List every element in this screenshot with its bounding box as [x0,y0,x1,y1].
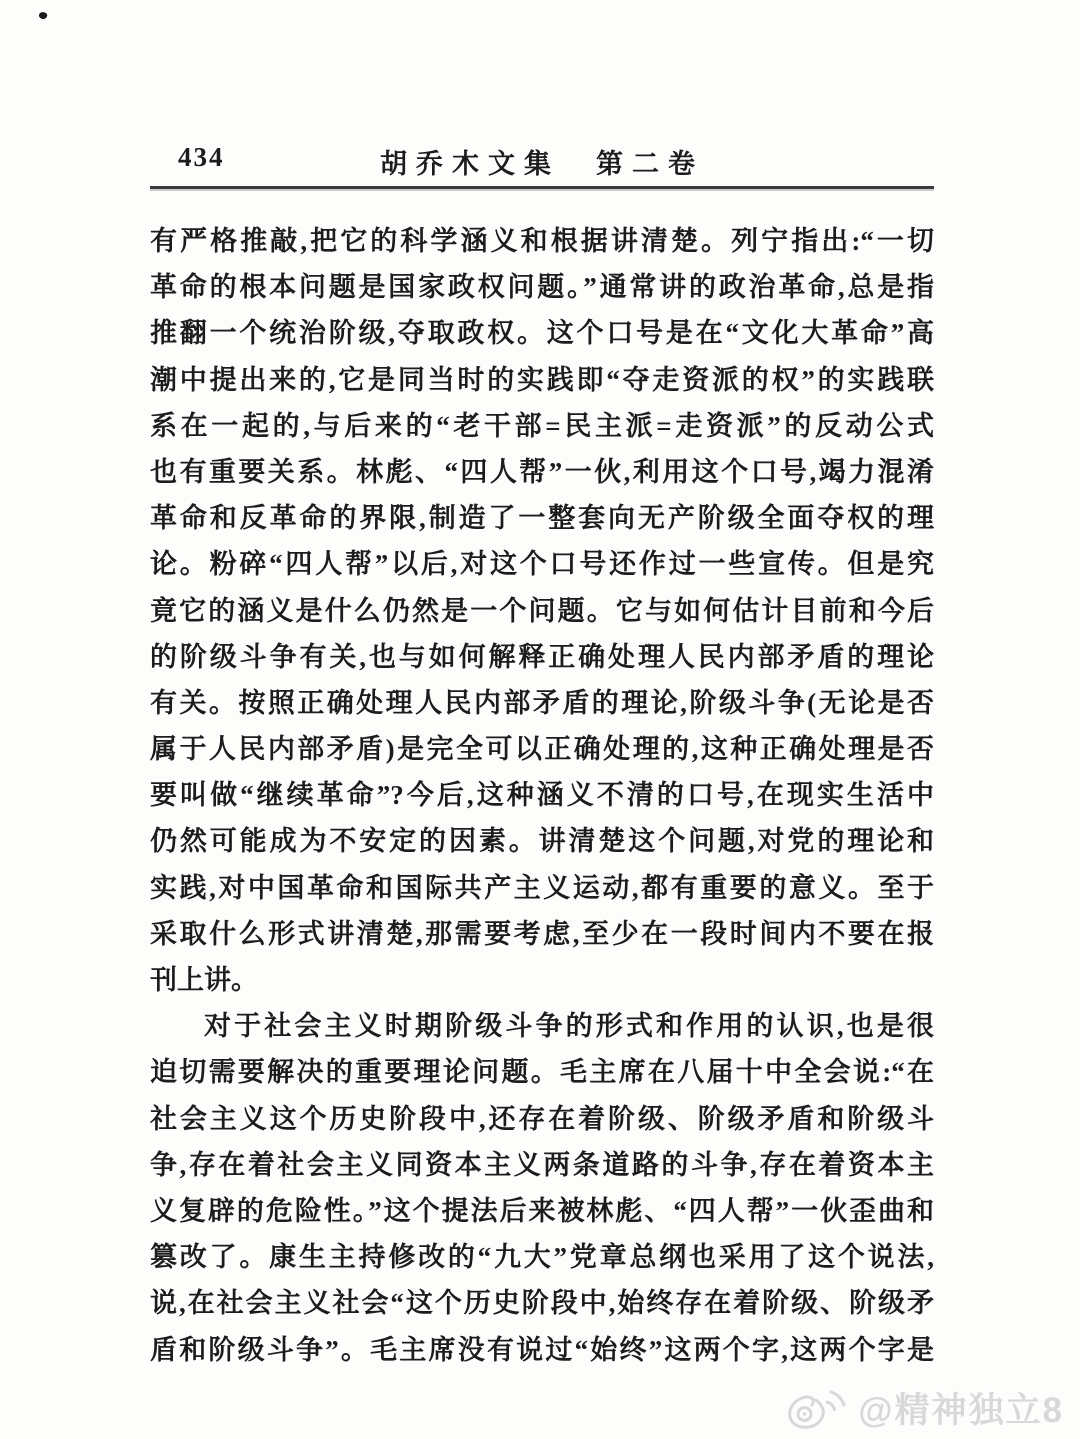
text-line: 竟它的涵义是什么仍然是一个问题。它与如何估计目前和今后 [150,595,934,626]
text-line: 刊上讲。 [150,965,258,995]
page-number: 434 [178,142,225,172]
text-line: 仍然可能成为不安定的因素。讲清楚这个问题,对党的理论和 [150,826,934,857]
weibo-icon [786,1383,848,1433]
text-line: 迫切需要解决的重要理论问题。毛主席在八届十中全会说:“在 [150,1057,934,1088]
text-line: 采取什么形式讲清楚,那需要考虑,至少在一段时间内不要在报 [150,918,934,949]
text-line: 系在一起的,与后来的“老干部=民主派=走资派”的反动公式 [150,410,934,441]
body-text [150,218,934,1373]
text-line: 革命的根本问题是国家政权问题。”通常讲的政治革命,总是指 [150,272,934,303]
text-line: 要叫做“继续革命”?今后,这种涵义不清的口号,在现实生活中 [150,780,934,811]
text-line: 说,在社会主义社会“这个历史阶段中,始终存在着阶级、阶级矛 [150,1288,934,1319]
text-line: 论。粉碎“四人帮”以后,对这个口号还作过一些宣传。但是究 [150,549,934,580]
text-line: 革命和反革命的界限,制造了一整套向无产阶级全面夺权的理 [150,503,934,534]
text-line: 也有重要关系。林彪、“四人帮”一伙,利用这个口号,竭力混淆 [150,456,934,487]
text-line: 推翻一个统治阶级,夺取政权。这个口号是在“文化大革命”高 [150,318,934,349]
text-line: 的阶级斗争有关,也与如何解释正确处理人民内部矛盾的理论 [150,641,934,672]
text-line: 盾和阶级斗争”。毛主席没有说过“始终”这两个字,这两个字是 [150,1334,934,1365]
text-line: 争,存在着社会主义同资本主义两条道路的斗争,存在着资本主 [150,1149,934,1180]
text-line: 社会主义这个历史阶段中,还存在着阶级、阶级矛盾和阶级斗 [150,1103,934,1134]
text-line: 对于社会主义时期阶级斗争的形式和作用的认识,也是很 [204,1011,934,1042]
running-title: 胡乔木文集 第二卷 [380,149,704,179]
watermark-text: @精神独立8 [858,1391,1064,1430]
header-rule [150,186,934,189]
text-line: 篡改了。康生主持修改的“九大”党章总纲也采用了这个说法, [150,1242,934,1273]
text-line: 属于人民内部矛盾)是完全可以正确处理的,这种正确处理是否 [150,734,934,765]
ink-speck [38,11,48,21]
text-line: 义复辟的危险性。”这个提法后来被林彪、“四人帮”一伙歪曲和 [150,1195,934,1226]
running-header [150,142,934,178]
text-line: 有关。按照正确处理人民内部矛盾的理论,阶级斗争(无论是否 [150,687,934,718]
text-line: 有严格推敲,把它的科学涵义和根据讲清楚。列宁指出:“一切 [150,226,934,256]
text-line: 潮中提出来的,它是同当时的实践即“夺走资派的权”的实践联 [150,364,934,395]
watermark [786,1383,1064,1433]
text-line: 实践,对中国革命和国际共产主义运动,都有重要的意义。至于 [150,872,934,903]
